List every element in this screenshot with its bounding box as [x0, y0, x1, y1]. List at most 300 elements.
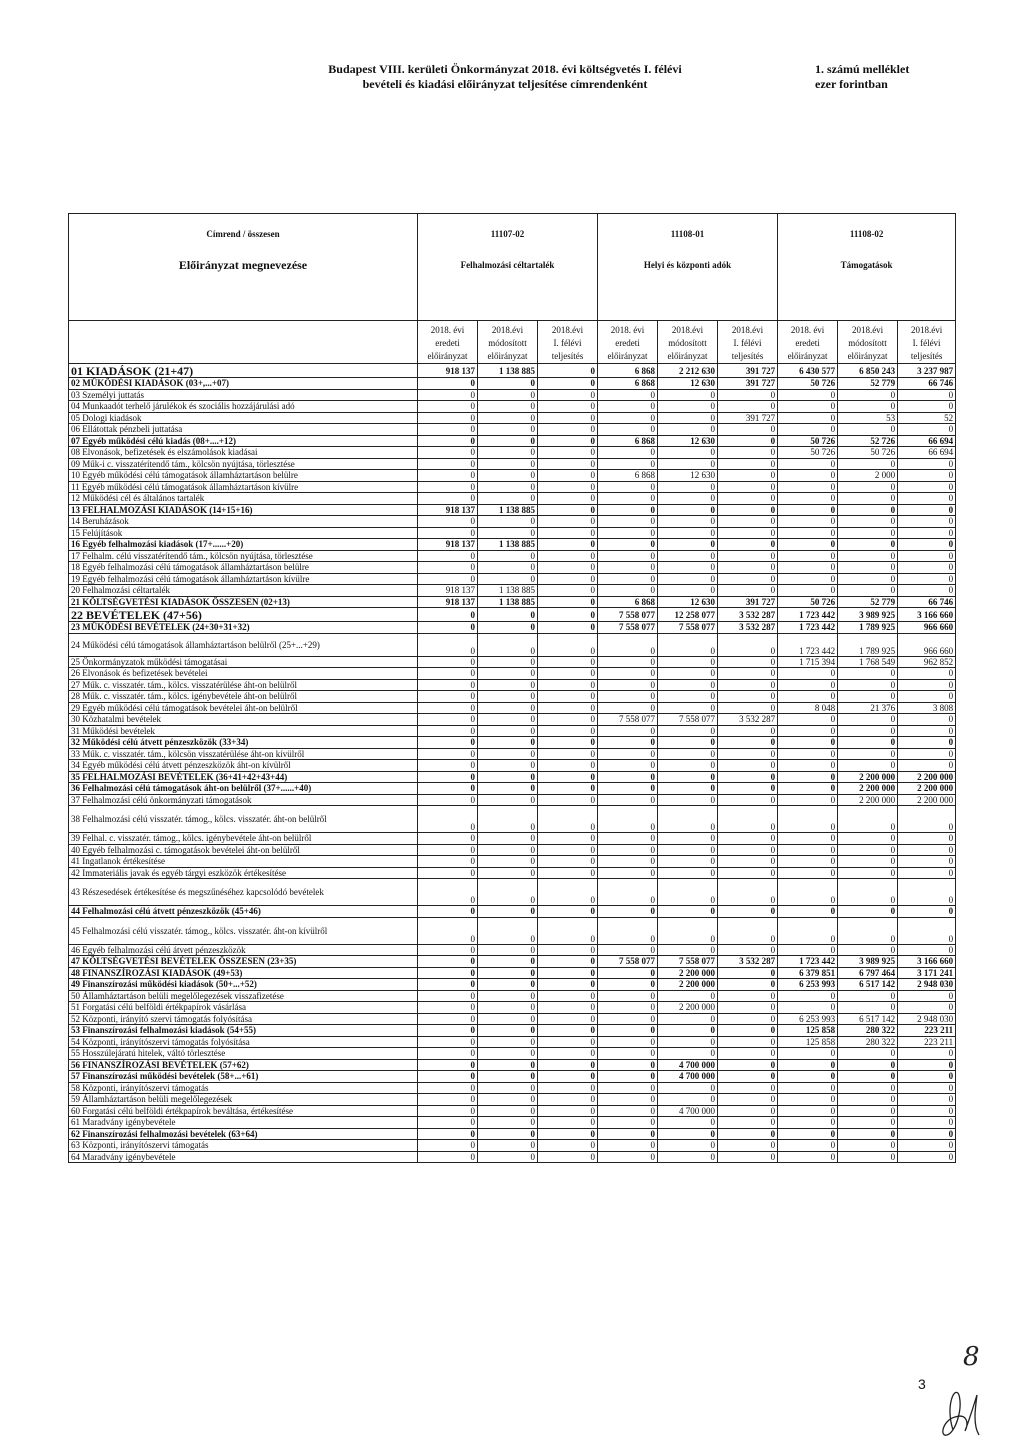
cell-value: 0: [838, 481, 898, 493]
cell-value: 0: [478, 1025, 538, 1037]
cell-value: 2 200 000: [838, 783, 898, 795]
cell-value: 0: [778, 867, 838, 879]
cell-value: 0: [778, 668, 838, 680]
cell-value: 0: [658, 527, 718, 539]
cell-value: 0: [778, 424, 838, 436]
subcol-header: [598, 321, 658, 364]
cell-value: 0: [418, 783, 478, 795]
cell-value: 0: [538, 1013, 598, 1025]
cell-value: 0: [898, 760, 956, 772]
cell-value: 0: [478, 748, 538, 760]
cell-value: 52 779: [838, 378, 898, 390]
cell-value: 0: [478, 493, 538, 505]
cell-value: 66 746: [898, 596, 956, 608]
cell-value: 0: [838, 833, 898, 845]
cell-value: 0: [718, 539, 778, 551]
table-row: [69, 656, 956, 668]
cell-value: 0: [898, 748, 956, 760]
cell-value: 0: [598, 844, 658, 856]
cell-value: 0: [598, 401, 658, 413]
cell-value: 0: [658, 1094, 718, 1106]
cell-value: 0: [898, 833, 956, 845]
cell-value: 0: [838, 1151, 898, 1163]
cell-value: 0: [598, 737, 658, 749]
cell-value: 0: [718, 424, 778, 436]
cell-value: 223 211: [898, 1036, 956, 1048]
cell-value: 6 517 142: [838, 1013, 898, 1025]
cell-value: 0: [658, 633, 718, 656]
cell-value: 0: [418, 424, 478, 436]
cell-value: 0: [478, 622, 538, 634]
cell-value: 0: [598, 833, 658, 845]
cell-value: 0: [538, 470, 598, 482]
cell-value: 0: [598, 771, 658, 783]
cell-value: 0: [838, 493, 898, 505]
cell-value: 0: [418, 794, 478, 806]
cell-value: 0: [718, 401, 778, 413]
cell-value: 0: [418, 1025, 478, 1037]
subcol-header-line: módosított: [848, 338, 887, 348]
cell-value: 3 237 987: [898, 364, 956, 378]
cell-value: 0: [718, 633, 778, 656]
cell-value: 0: [658, 679, 718, 691]
cell-value: 0: [718, 550, 778, 562]
cell-value: 0: [418, 1082, 478, 1094]
cell-value: 0: [598, 481, 658, 493]
row-label: 29 Egyéb működési célú támogatások bevételei áht-on belülről: [69, 702, 418, 714]
cell-value: 0: [478, 378, 538, 390]
table-row: [69, 493, 956, 505]
cell-value: 0: [658, 1025, 718, 1037]
cell-value: 2 200 000: [658, 967, 718, 979]
cell-value: 0: [418, 412, 478, 424]
cell-value: 0: [718, 702, 778, 714]
cell-value: 0: [778, 990, 838, 1002]
cell-value: 0: [538, 458, 598, 470]
cell-value: 0: [478, 771, 538, 783]
table-row: [69, 481, 956, 493]
cell-value: 0: [538, 596, 598, 608]
budget-table: [68, 213, 956, 1163]
cell-value: 0: [778, 679, 838, 691]
cell-value: 0: [598, 967, 658, 979]
table-row: [69, 1140, 956, 1152]
table-row: [69, 585, 956, 597]
cell-value: 918 137: [418, 539, 478, 551]
cell-value: 50 726: [778, 435, 838, 447]
cell-value: 0: [898, 1071, 956, 1083]
cell-value: 0: [538, 1151, 598, 1163]
cell-value: 0: [538, 691, 598, 703]
cell-value: 0: [538, 956, 598, 968]
cell-value: 6 868: [598, 364, 658, 378]
cell-value: 6 868: [598, 378, 658, 390]
cell-value: 0: [838, 458, 898, 470]
cell-value: 0: [418, 879, 478, 906]
cell-value: 0: [538, 1140, 598, 1152]
row-label: 08 Elvonások, befizetések és elszámolások kiadásai: [69, 447, 418, 459]
cell-value: 0: [778, 879, 838, 906]
cell-value: 0: [718, 990, 778, 1002]
cell-value: 0: [478, 401, 538, 413]
cell-value: 0: [538, 668, 598, 680]
cell-value: 0: [778, 1002, 838, 1014]
cell-value: 0: [838, 944, 898, 956]
cell-value: 0: [478, 990, 538, 1002]
cell-value: 0: [478, 944, 538, 956]
cell-value: 0: [598, 550, 658, 562]
row-label: 09 Műk-i c. visszatérítendő tám., kölcsön nyújtása, törlesztése: [69, 458, 418, 470]
table-row: [69, 1105, 956, 1117]
cell-value: 0: [538, 504, 598, 516]
row-label: 25 Önkormányzatok működési támogatásai: [69, 656, 418, 668]
cell-value: 0: [658, 856, 718, 868]
cell-value: 0: [598, 760, 658, 772]
cell-value: 0: [898, 944, 956, 956]
row-label: 33 Műk. c. visszatér. tám., kölcsön visszatérülése áht-on kívülről: [69, 748, 418, 760]
cell-value: 0: [778, 1105, 838, 1117]
cell-value: 0: [778, 573, 838, 585]
cell-value: 0: [838, 527, 898, 539]
row-label: 18 Egyéb felhalmozási célú támogatások államháztartáson belülre: [69, 562, 418, 574]
cell-value: 66 746: [898, 378, 956, 390]
cell-value: 0: [538, 516, 598, 528]
table-row: [69, 679, 956, 691]
cell-value: 0: [898, 906, 956, 918]
cell-value: 4 700 000: [658, 1071, 718, 1083]
subcol-header-line: 2018.évi: [491, 325, 524, 335]
cell-value: 0: [778, 1048, 838, 1060]
unit-label: ezer forintban: [815, 77, 888, 91]
cell-value: 0: [598, 748, 658, 760]
cell-value: 0: [898, 806, 956, 833]
cell-value: 0: [418, 917, 478, 944]
cell-value: 0: [898, 1048, 956, 1060]
table-row: [69, 608, 956, 622]
table-row: [69, 691, 956, 703]
cell-value: 1 715 394: [778, 656, 838, 668]
table-row: [69, 424, 956, 436]
table-row: [69, 944, 956, 956]
cell-value: 0: [778, 844, 838, 856]
table-row: [69, 516, 956, 528]
cell-value: 1 789 925: [838, 622, 898, 634]
cell-value: 0: [898, 573, 956, 585]
cell-value: 0: [538, 917, 598, 944]
cell-value: 0: [538, 833, 598, 845]
cell-value: 223 211: [898, 1025, 956, 1037]
cell-value: 0: [838, 401, 898, 413]
subcol-header-line: I. félévi: [733, 338, 762, 348]
row-label: 10 Egyéb működési célú támogatások államháztartáson belülre: [69, 470, 418, 482]
cell-value: 0: [478, 1071, 538, 1083]
cell-value: 0: [478, 516, 538, 528]
cell-value: 6 850 243: [838, 364, 898, 378]
cell-value: 0: [418, 527, 478, 539]
cell-value: 3 171 241: [898, 967, 956, 979]
cell-value: 0: [658, 844, 718, 856]
cell-value: 0: [718, 527, 778, 539]
cell-value: 0: [778, 562, 838, 574]
row-label: 12 Működési cél és általános tartalék: [69, 493, 418, 505]
cell-value: 0: [658, 1013, 718, 1025]
cell-value: 0: [478, 917, 538, 944]
table-row: [69, 1071, 956, 1083]
subcol-header-line: 2018.évi: [851, 325, 884, 335]
row-label: 35 FELHALMOZÁSI BEVÉTELEK (36+41+42+43+44): [69, 771, 418, 783]
row-label: 16 Egyéb felhalmozási kiadások (17+......+20): [69, 539, 418, 551]
cell-value: 0: [718, 1105, 778, 1117]
cell-value: 0: [538, 539, 598, 551]
cell-value: 280 322: [838, 1036, 898, 1048]
table-row: [69, 702, 956, 714]
cell-value: 0: [718, 1151, 778, 1163]
cell-value: 0: [538, 990, 598, 1002]
cell-value: 0: [718, 679, 778, 691]
cell-value: 0: [598, 679, 658, 691]
cell-value: 7 558 077: [598, 714, 658, 726]
cell-value: 50 726: [778, 596, 838, 608]
cell-value: 6 253 993: [778, 979, 838, 991]
cell-value: 3 166 660: [898, 608, 956, 622]
cell-value: 1 768 549: [838, 656, 898, 668]
cell-value: 0: [718, 906, 778, 918]
cell-value: 1 138 885: [478, 504, 538, 516]
cell-value: 0: [778, 527, 838, 539]
cell-value: 8 048: [778, 702, 838, 714]
row-label: 63 Központi, irányítószervi támogatás: [69, 1140, 418, 1152]
row-label: 20 Felhalmozási céltartalék: [69, 585, 418, 597]
cell-value: 0: [478, 783, 538, 795]
cell-value: 0: [538, 783, 598, 795]
cell-value: 0: [538, 714, 598, 726]
cell-value: 0: [718, 656, 778, 668]
cell-value: 12 630: [658, 470, 718, 482]
cell-value: 7 558 077: [598, 956, 658, 968]
cell-value: 0: [778, 470, 838, 482]
row-label: 57 Finanszírozási működési bevételek (58+...+61): [69, 1071, 418, 1083]
cell-value: 0: [418, 771, 478, 783]
cell-value: 0: [898, 1002, 956, 1014]
cell-value: 0: [838, 725, 898, 737]
cell-value: 0: [478, 1105, 538, 1117]
group-code-3: 11108-02: [778, 214, 956, 255]
table-row: [69, 867, 956, 879]
cell-value: 0: [838, 714, 898, 726]
cell-value: 0: [718, 979, 778, 991]
cell-value: 0: [478, 1013, 538, 1025]
table-row: [69, 1002, 956, 1014]
cell-value: 0: [838, 389, 898, 401]
row-label: 60 Forgatási célú belföldi értékpapírok beváltása, értékesítése: [69, 1105, 418, 1117]
row-label: 23 MŰKÖDÉSI BEVÉTELEK (24+30+31+32): [69, 622, 418, 634]
row-label: 24 Működési célú támogatások államháztartáson belülről (25+...+29): [69, 633, 418, 656]
table-row: [69, 504, 956, 516]
table-row: [69, 1025, 956, 1037]
cell-value: 0: [478, 956, 538, 968]
cell-value: 0: [718, 867, 778, 879]
annex-number: 1. számú melléklet: [815, 62, 910, 76]
row-label: 11 Egyéb működési célú támogatások államháztartáson kívülre: [69, 481, 418, 493]
cell-value: 0: [538, 1036, 598, 1048]
row-label: 46 Egyéb felhalmozási célú átvett pénzeszközök: [69, 944, 418, 956]
cell-value: 0: [538, 702, 598, 714]
cell-value: 0: [598, 1128, 658, 1140]
cell-value: 0: [898, 1059, 956, 1071]
cell-value: 4 700 000: [658, 1059, 718, 1071]
cell-value: 0: [598, 1082, 658, 1094]
cell-value: 0: [718, 771, 778, 783]
cell-value: 0: [778, 401, 838, 413]
cell-value: 3 532 287: [718, 608, 778, 622]
table-row: [69, 412, 956, 424]
cell-value: 0: [778, 691, 838, 703]
subcol-header: [718, 321, 778, 364]
cell-value: 0: [658, 447, 718, 459]
cell-value: 0: [718, 1128, 778, 1140]
cell-value: 12 630: [658, 378, 718, 390]
cell-value: 0: [778, 714, 838, 726]
cell-value: 0: [658, 656, 718, 668]
cell-value: 0: [598, 585, 658, 597]
table-row: [69, 771, 956, 783]
group-name-1: Felhalmozási céltartalék: [418, 254, 598, 321]
cell-value: 0: [478, 550, 538, 562]
cell-value: 3 532 287: [718, 714, 778, 726]
cell-value: 0: [598, 389, 658, 401]
cell-value: 0: [598, 516, 658, 528]
table-row: [69, 389, 956, 401]
cell-value: 0: [658, 944, 718, 956]
cell-value: 0: [598, 1151, 658, 1163]
cell-value: 0: [778, 504, 838, 516]
row-label: 19 Egyéb felhalmozási célú támogatások államháztartáson kívülre: [69, 573, 418, 585]
cell-value: 7 558 077: [658, 622, 718, 634]
cell-value: 6 517 142: [838, 979, 898, 991]
subcol-header-line: előirányzat: [487, 351, 528, 361]
cell-value: 0: [838, 906, 898, 918]
row-label: 36 Felhalmozási célú támogatások áht-on belülről (37+......+40): [69, 783, 418, 795]
cell-value: 0: [898, 844, 956, 856]
group-name-3: Támogatások: [778, 254, 956, 321]
cell-value: 0: [898, 527, 956, 539]
cell-value: 0: [718, 1094, 778, 1106]
row-label: 50 Államháztartáson belüli megelőlegezések visszafizetése: [69, 990, 418, 1002]
subcol-header-line: eredeti: [795, 338, 820, 348]
cell-value: 0: [538, 771, 598, 783]
cell-value: 0: [598, 906, 658, 918]
row-label: 61 Maradvány igénybevétele: [69, 1117, 418, 1129]
cell-value: 0: [538, 906, 598, 918]
row-label: 54 Központi, irányítószervi támogatás folyósítása: [69, 1036, 418, 1048]
cell-value: 0: [718, 1059, 778, 1071]
cell-value: 0: [718, 1071, 778, 1083]
cell-value: 0: [418, 668, 478, 680]
cell-value: 0: [838, 1140, 898, 1152]
cell-value: 0: [478, 668, 538, 680]
cell-value: 0: [538, 748, 598, 760]
cell-value: 966 660: [898, 622, 956, 634]
cell-value: 0: [658, 1036, 718, 1048]
subcol-header-line: 2018.évi: [910, 325, 943, 335]
cell-value: 0: [538, 412, 598, 424]
cell-value: 0: [418, 470, 478, 482]
cell-value: 0: [838, 844, 898, 856]
cell-value: 0: [478, 1059, 538, 1071]
cell-value: 12 258 077: [658, 608, 718, 622]
subheader-blank: [69, 321, 418, 364]
cell-value: 0: [718, 737, 778, 749]
cell-value: 0: [478, 447, 538, 459]
cell-value: 0: [478, 833, 538, 845]
row-label: 41 Ingatlanok értékesítése: [69, 856, 418, 868]
cell-value: 918 137: [418, 585, 478, 597]
cell-value: 0: [538, 979, 598, 991]
cell-value: 0: [718, 435, 778, 447]
cell-value: 391 727: [718, 596, 778, 608]
cell-value: 0: [538, 944, 598, 956]
cell-value: 0: [838, 990, 898, 1002]
cell-value: 0: [658, 562, 718, 574]
cell-value: 6 430 577: [778, 364, 838, 378]
cell-value: 0: [598, 1105, 658, 1117]
row-label: 45 Felhalmozási célú visszatér. támog., kölcs. visszatér. áht-on kívülről: [69, 917, 418, 944]
cell-value: 0: [538, 622, 598, 634]
cell-value: 966 660: [898, 633, 956, 656]
cell-value: 0: [418, 1071, 478, 1083]
cell-value: 0: [658, 550, 718, 562]
table-row: [69, 906, 956, 918]
table-row: [69, 725, 956, 737]
cell-value: 0: [598, 691, 658, 703]
cell-value: 0: [778, 737, 838, 749]
subcol-header-line: módosított: [488, 338, 527, 348]
cell-value: 0: [418, 979, 478, 991]
cell-value: 0: [778, 585, 838, 597]
cell-value: 0: [418, 1002, 478, 1014]
cell-value: 0: [418, 679, 478, 691]
cell-value: 2 000: [838, 470, 898, 482]
row-label: 04 Munkaadót terhelő járulékok és szociális hozzájárulási adó: [69, 401, 418, 413]
cell-value: 0: [598, 867, 658, 879]
cell-value: 0: [418, 622, 478, 634]
row-label: 34 Egyéb működési célú átvett pénzeszközök áht-on kívülről: [69, 760, 418, 772]
cell-value: 0: [718, 1140, 778, 1152]
row-label: 31 Működési bevételek: [69, 725, 418, 737]
cell-value: 0: [658, 1048, 718, 1060]
subcol-header-line: 2018.évi: [731, 325, 764, 335]
cell-value: 0: [478, 481, 538, 493]
cell-value: 0: [778, 1128, 838, 1140]
cell-value: 0: [418, 562, 478, 574]
subcol-header-line: 2018. évi: [790, 325, 825, 335]
cell-value: 0: [898, 550, 956, 562]
cell-value: 0: [418, 1151, 478, 1163]
cell-value: 0: [718, 856, 778, 868]
row-label: 40 Egyéb felhalmozási c. támogatások bevételei áht-on belülről: [69, 844, 418, 856]
title-line-1: Budapest VIII. kerületi Önkormányzat 2018. évi költségvetés I. félévi: [328, 62, 682, 76]
cell-value: 0: [598, 447, 658, 459]
cell-value: 0: [718, 481, 778, 493]
cell-value: 0: [898, 737, 956, 749]
cell-value: 0: [538, 1105, 598, 1117]
cell-value: 0: [838, 668, 898, 680]
cell-value: 0: [538, 435, 598, 447]
cell-value: 6 868: [598, 435, 658, 447]
row-label: 15 Felújítások: [69, 527, 418, 539]
cell-value: 125 858: [778, 1025, 838, 1037]
cell-value: 1 789 925: [838, 633, 898, 656]
